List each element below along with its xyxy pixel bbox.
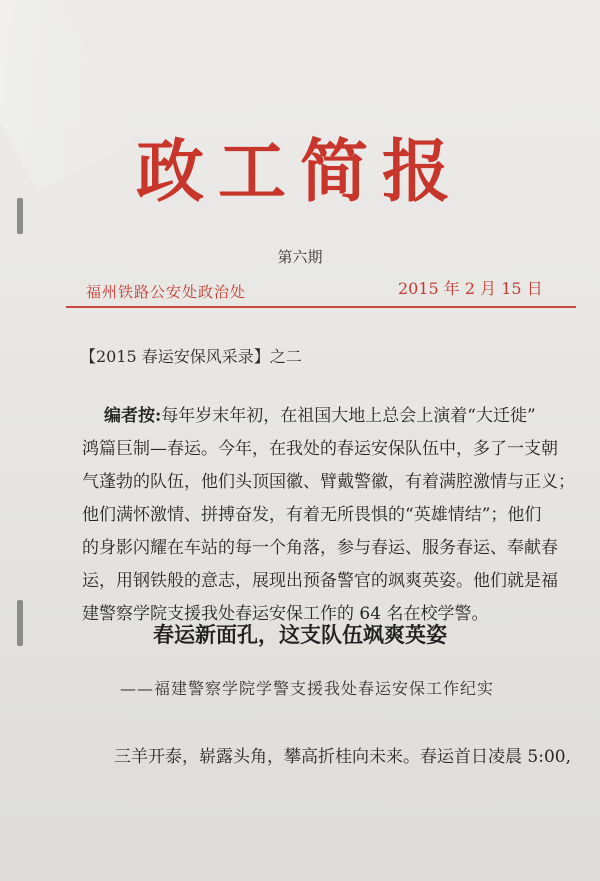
header-divider [66, 306, 576, 308]
editor-note-line: 的身影闪耀在车站的每一个角落，参与春运、服务春运、奉献春 [82, 538, 558, 558]
editor-note [82, 400, 587, 631]
editor-note-line: 鸿篇巨制—春运。今年，在我处的春运安保队伍中，多了一支朝 [82, 439, 558, 459]
article-first-line: 三羊开泰，崭露头角，攀高折桂向未来。春运首日凌晨 5:00, [114, 747, 571, 767]
editor-note-line: 气蓬勃的队伍，他们头顶国徽、臂戴警徽，有着满腔激情与正义； [82, 472, 575, 492]
article-subheadline: ——福建警察学院学警支援我处春运安保工作纪实 [120, 679, 495, 698]
article-headline: 春运新面孔，这支队伍飒爽英姿 [153, 622, 447, 647]
editor-note-line: 运，用钢铁般的意志，展现出预备警官的飒爽英姿。他们就是福 [82, 571, 558, 591]
editor-note-label: 编者按: [104, 406, 162, 426]
issue-date: 2015 年 2 月 15 日 [398, 279, 543, 298]
issuing-department: 福州铁路公安处政治处 [86, 283, 247, 301]
masthead-title: 政工简报 [135, 132, 464, 212]
editor-note-line: 他们满怀激情、拼搏奋发，有着无所畏惧的“英雄情结”；他们 [82, 505, 542, 525]
series-label: 【2015 春运安保风采录】之二 [80, 347, 302, 366]
editor-note-line: 建警察学院支援我处春运安保工作的 64 名在校学警。 [82, 604, 489, 624]
issue-number: 第六期 [277, 248, 323, 266]
editor-note-line: 编者按:每年岁末年初，在祖国大地上总会上演着“大迁徙” [104, 406, 536, 426]
